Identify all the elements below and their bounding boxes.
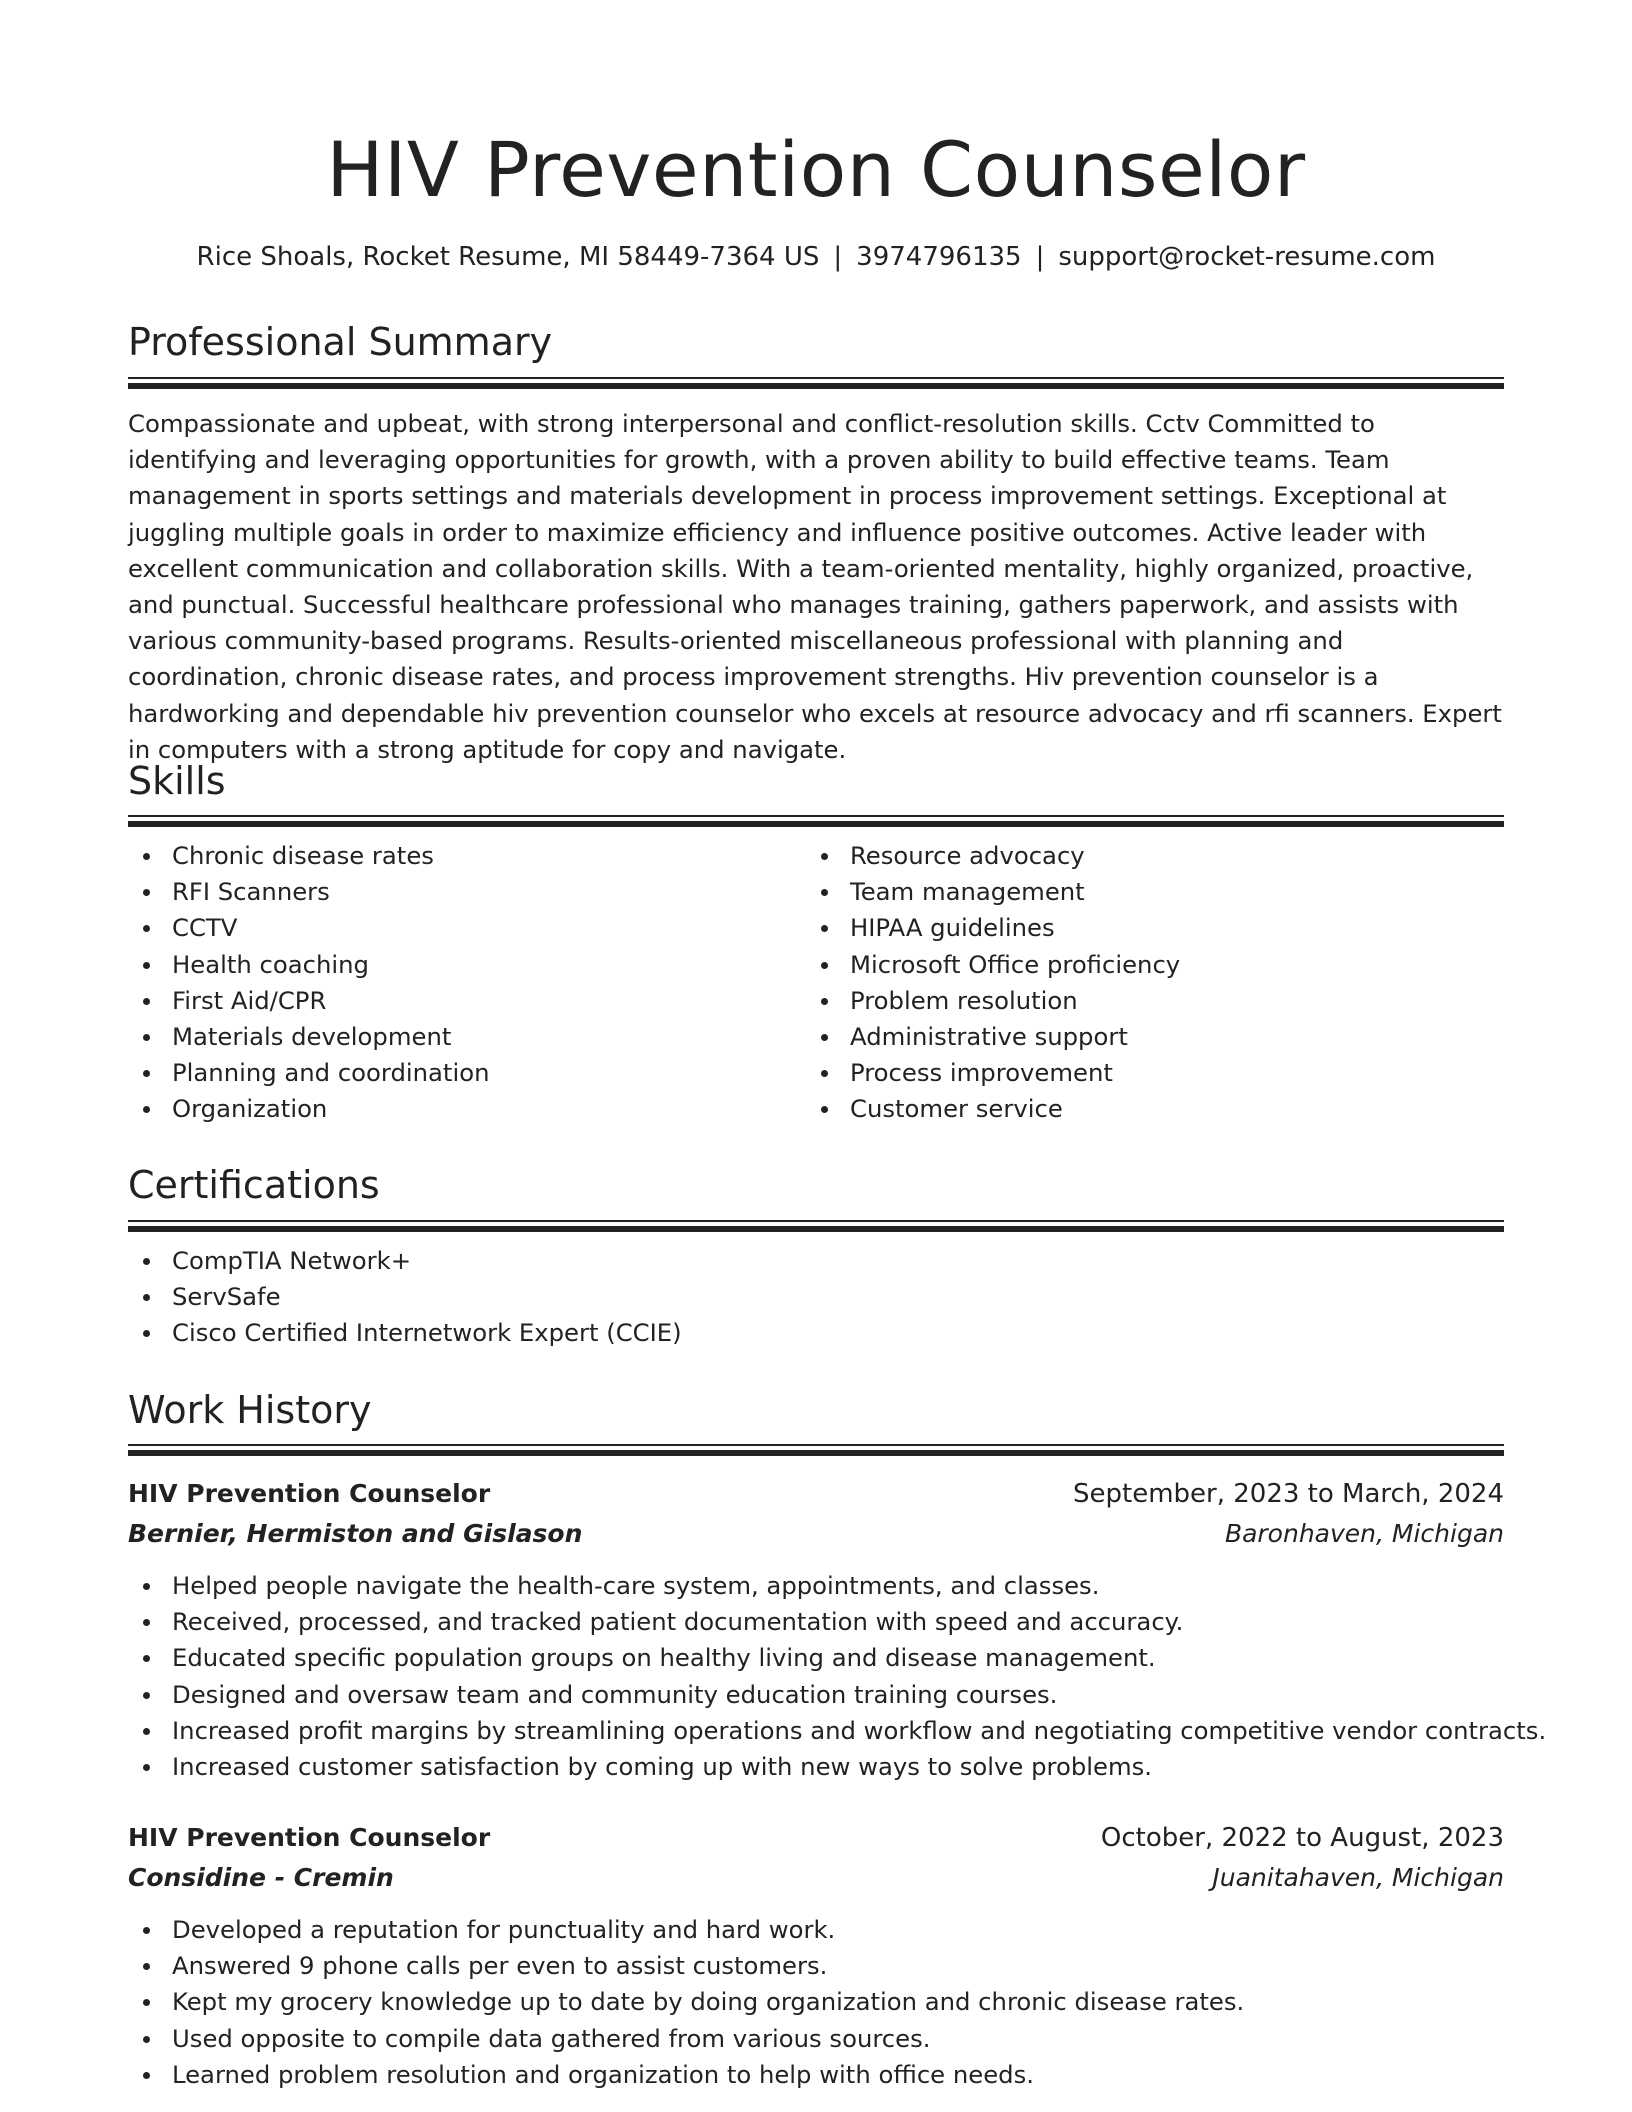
job-duties-list — [128, 1568, 1547, 1785]
job-header — [128, 1474, 1504, 1514]
skill-item: Team management — [850, 874, 1490, 910]
job-duty-item: Designed and oversaw team and community education training courses. — [172, 1677, 1502, 1713]
job-dates: October, 2022 to August, 2023 — [1100, 1823, 1504, 1853]
job-company: Considine - Cremin — [128, 1863, 394, 1892]
contact-phone: 3974796135 — [856, 242, 1022, 272]
skill-item: Materials development — [172, 1019, 792, 1055]
skills-list-right — [806, 838, 1490, 1128]
contact-address: Rice Shoals, Rocket Resume, MI 58449-7364 US — [196, 242, 820, 272]
job-header — [128, 1818, 1504, 1858]
job-company: Bernier, Hermiston and Gislason — [128, 1519, 583, 1548]
skill-item: First Aid/CPR — [172, 983, 792, 1019]
job-duty-item: Kept my grocery knowledge up to date by doing organization and chronic disease rates. — [172, 1984, 1502, 2020]
candidate-name: HIV Prevention Counselor — [326, 125, 1306, 214]
skill-item: Process improvement — [850, 1055, 1490, 1091]
skill-item: Health coaching — [172, 947, 792, 983]
certification-item: Cisco Certified Internetwork Expert (CCIE) — [172, 1315, 1472, 1351]
section-title-certifications: Certifications — [128, 1163, 380, 1207]
job-subheader — [128, 1514, 1504, 1554]
skill-item: CCTV — [172, 910, 792, 946]
contact-separator: | — [833, 242, 843, 272]
summary-text: Compassionate and upbeat, with strong interpersonal and conflict-resolution skills. Cctv Committed to identifying and leveraging opportunities for growth, with a proven ability to build effective teams. Team management in sports settings and materials development in process improvement settings. Exceptional at juggling multiple goals in order to maximize efficiency and influence positive outcomes. Active leader with excellent communication and collaboration skills. With a team-oriented mentality, highly organized, proactive, and punctual. Successful healthcare professional who manages training, gathers paperwork, and assists with various community-based programs. Results-oriented miscellaneous professional with planning and coordination, chronic disease rates, and process improvement strengths. Hiv prevention counselor is a hardworking and dependable hiv prevention counselor who excels at resource advocacy and rfi scanners. Expert in computers with a strong aptitude for copy and navigate. — [128, 409, 1502, 764]
section-divider — [128, 815, 1504, 828]
skill-item: Microsoft Office proficiency — [850, 947, 1490, 983]
skill-item: Chronic disease rates — [172, 838, 792, 874]
skill-item: RFI Scanners — [172, 874, 792, 910]
job-duty-item: Helped people navigate the health-care system, appointments, and classes. — [172, 1568, 1502, 1604]
job-duty-item: Received, processed, and tracked patient documentation with speed and accuracy. — [172, 1604, 1502, 1640]
certification-item: CompTIA Network+ — [172, 1243, 1472, 1279]
job-title: HIV Prevention Counselor — [128, 1479, 491, 1508]
job-duty-item: Learned problem resolution and organization to help with office needs. — [172, 2057, 1502, 2093]
job-dates: September, 2023 to March, 2024 — [1073, 1479, 1504, 1509]
skill-item: HIPAA guidelines — [850, 910, 1490, 946]
contact-line — [128, 237, 1504, 277]
job-duty-item: Used opposite to compile data gathered from various sources. — [172, 2021, 1502, 2057]
contact-email: support@rocket-resume.com — [1058, 242, 1436, 272]
job-title: HIV Prevention Counselor — [128, 1823, 491, 1852]
skill-item: Resource advocacy — [850, 838, 1490, 874]
contact-separator: | — [1035, 242, 1045, 272]
skills-list-left — [128, 838, 792, 1128]
job-duty-item: Answered 9 phone calls per even to assist customers. — [172, 1948, 1502, 1984]
skill-item: Administrative support — [850, 1019, 1490, 1055]
certification-item: ServSafe — [172, 1279, 1472, 1315]
job-location: Juanitahaven, Michigan — [1212, 1863, 1504, 1892]
job-location: Baronhaven, Michigan — [1224, 1519, 1504, 1548]
job-duty-item: Increased customer satisfaction by coming up with new ways to solve problems. — [172, 1749, 1502, 1785]
skill-item: Problem resolution — [850, 983, 1490, 1019]
skill-item: Organization — [172, 1091, 792, 1127]
section-title-summary: Professional Summary — [128, 320, 553, 364]
job-duties-list — [128, 1912, 1502, 2093]
job-duty-item: Educated specific population groups on healthy living and disease management. — [172, 1640, 1502, 1676]
section-divider — [128, 377, 1504, 390]
section-title-skills: Skills — [128, 759, 226, 803]
job-duty-item: Developed a reputation for punctuality and hard work. — [172, 1912, 1502, 1948]
section-title-work-history: Work History — [128, 1388, 372, 1432]
job-duty-item: Increased profit margins by streamlining operations and workflow and negotiating competitive vendor contracts. — [172, 1713, 1502, 1749]
skill-item: Planning and coordination — [172, 1055, 792, 1091]
skill-item: Customer service — [850, 1091, 1490, 1127]
section-divider — [128, 1444, 1504, 1457]
certifications-list — [128, 1243, 1472, 1352]
job-subheader — [128, 1858, 1504, 1898]
section-divider — [128, 1220, 1504, 1233]
